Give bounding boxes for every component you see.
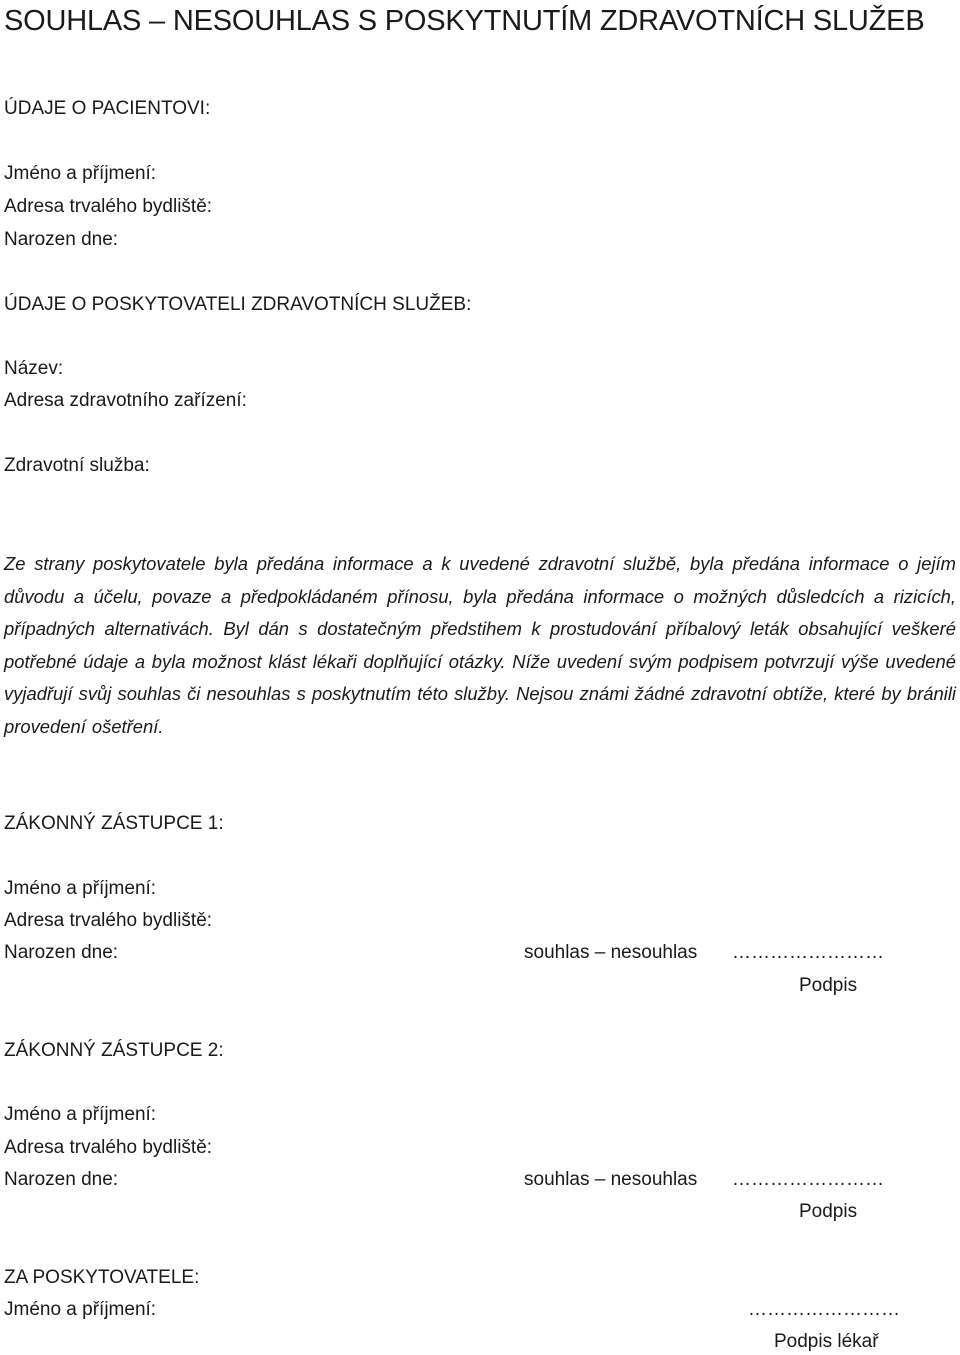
rep2-signature-line: …………………… bbox=[732, 1169, 884, 1190]
rep2-address-label: Adresa trvalého bydliště: bbox=[4, 1137, 213, 1158]
provider-rep-name-label: Jméno a příjmení: bbox=[4, 1299, 157, 1320]
rep2-born-label: Narozen dne: bbox=[4, 1169, 119, 1190]
provider-name-label: Název: bbox=[4, 358, 64, 379]
provider-rep-signature-label: Podpis lékař bbox=[774, 1331, 879, 1352]
provider-address-label: Adresa zdravotního zařízení: bbox=[4, 390, 247, 411]
rep2-consent-option: souhlas – nesouhlas bbox=[524, 1169, 698, 1190]
patient-address-label: Adresa trvalého bydliště: bbox=[4, 196, 213, 217]
patient-born-label: Narozen dne: bbox=[4, 229, 119, 250]
provider-heading: ÚDAJE O POSKYTOVATELI ZDRAVOTNÍCH SLUŽEB: bbox=[4, 294, 472, 315]
rep2-signature-label: Podpis bbox=[799, 1201, 858, 1222]
rep1-consent-option: souhlas – nesouhlas bbox=[524, 942, 698, 963]
patient-heading: ÚDAJE O PACIENTOVI: bbox=[4, 98, 211, 119]
rep1-signature-line: …………………… bbox=[732, 942, 884, 963]
consent-statement: Ze strany poskytovatele byla předána informace a k uvedené zdravotní službě, byla předána informace o jejím důvodu a účelu, povaze a předpokládaném přínosu, byla předána informace o možných důsledcích a rizicích, případných alternativách. Byl dán s dostatečným předstihem k prostudování příbalový leták obsahující veškeré potřebné údaje a byla možnost klást lékaři doplňující otázky. Níže uvedení svým podpisem potvrzují výše uvedené vyjadřují svůj souhlas či nesouhlas s poskytnutím této služby. Nejsou známi žádné zdravotní obtíže, které by bránili provedení ošetření. bbox=[4, 553, 956, 737]
provider-service-label: Zdravotní služba: bbox=[4, 455, 150, 476]
rep2-name-label: Jméno a příjmení: bbox=[4, 1104, 157, 1125]
rep1-signature-label: Podpis bbox=[799, 975, 858, 996]
rep1-born-label: Narozen dne: bbox=[4, 942, 119, 963]
rep1-address-label: Adresa trvalého bydliště: bbox=[4, 910, 213, 931]
patient-name-label: Jméno a příjmení: bbox=[4, 163, 157, 184]
rep1-name-label: Jméno a příjmení: bbox=[4, 878, 157, 899]
provider-rep-heading: ZA POSKYTOVATELE: bbox=[4, 1267, 200, 1288]
rep2-heading: ZÁKONNÝ ZÁSTUPCE 2: bbox=[4, 1040, 224, 1061]
provider-rep-signature-line: …………………… bbox=[748, 1299, 900, 1320]
document-title: SOUHLAS – NESOUHLAS S POSKYTNUTÍM ZDRAVOTNÍCH SLUŽEB bbox=[4, 5, 925, 37]
rep1-heading: ZÁKONNÝ ZÁSTUPCE 1: bbox=[4, 813, 224, 834]
